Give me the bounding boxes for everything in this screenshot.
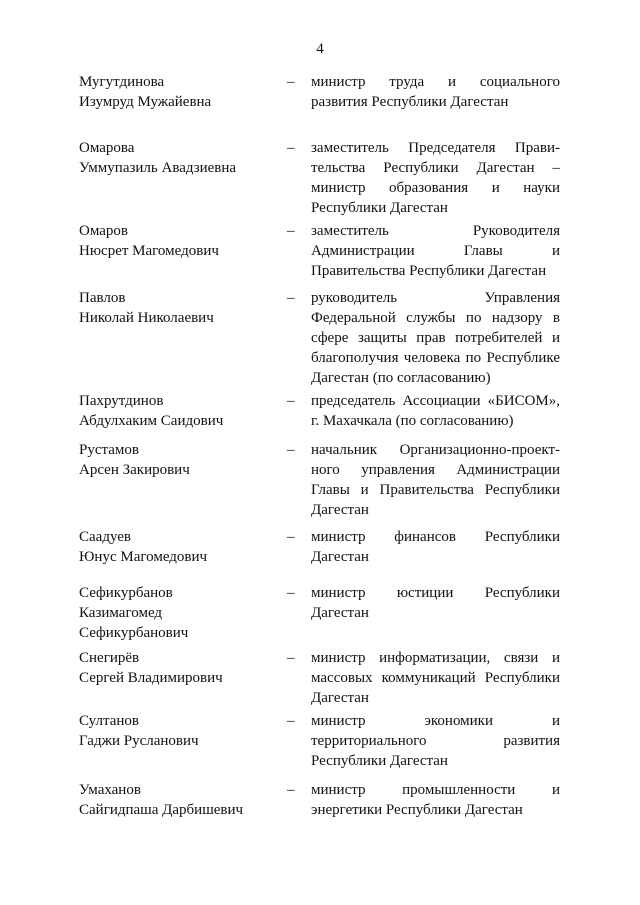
member-name-line: Нюсрет Магомедович [79,243,219,259]
member-position [311,648,560,708]
member-name-line: Юнус Магомедович [79,549,208,565]
member-position-line: Республики Дагестан [311,753,448,769]
member-position [311,527,560,567]
member-position-line: энергетики Республики Дагестан [311,802,523,818]
member-name [79,288,279,328]
member-entry [0,780,640,860]
member-position-line: благополучия человека по Республике [311,350,560,366]
member-name-line: Рустамов [79,442,139,458]
member-position [311,780,560,820]
member-entry [0,288,640,386]
dash-separator: – [287,650,295,666]
member-entry [0,440,640,520]
member-position-line: Республики Дагестан [311,200,448,216]
member-position-line: заместитель Руководителя [311,223,560,239]
dash-separator: – [287,442,295,458]
member-name-line: Павлов [79,290,126,306]
member-position-line: сфере защиты прав потребителей и [311,330,560,346]
member-entry [0,138,640,218]
member-name-line: Уммупазиль Авадзиевна [79,160,237,176]
dash-separator: – [287,585,295,601]
member-name-line: Сергей Владимирович [79,670,223,686]
member-name-line: Сефикурбанов [79,585,173,601]
member-name-line: Арсен Закирович [79,462,190,478]
member-position-line: председатель Ассоциации «БИСОМ», [311,393,560,409]
member-position-line: Главы и Правительства Республики [311,482,560,498]
member-name-line: Саадуев [79,529,131,545]
member-position-line: Дагестан [311,605,369,621]
member-entry [0,711,640,791]
member-position [311,288,560,388]
member-position [311,583,560,623]
dash-separator: – [287,140,295,156]
member-position-line: Дагестан [311,690,369,706]
member-name-line: Гаджи Русланович [79,733,199,749]
member-name [79,391,279,431]
member-name-line: Абдулхаким Саидович [79,413,224,429]
member-name [79,138,279,178]
member-position-line: министр экономики и [311,713,560,729]
member-position-line: заместитель Председателя Прави- [311,140,560,156]
member-position-line: Дагестан [311,549,369,565]
member-name-line: Омаров [79,223,128,239]
member-position-line: министр юстиции Республики [311,585,560,601]
member-position [311,72,560,112]
member-name-line: Омарова [79,140,135,156]
member-name-line: Умаханов [79,782,141,798]
member-name [79,711,279,751]
dash-separator: – [287,713,295,729]
member-name [79,527,279,567]
member-name-line: Николай Николаевич [79,310,214,326]
member-name-line: Изумруд Мужайевна [79,94,212,110]
member-position-line: г. Махачкала (по согласованию) [311,413,514,429]
member-name-line: Мугутдинова [79,74,165,90]
member-name-line: Султанов [79,713,139,729]
member-name [79,780,279,820]
dash-separator: – [287,223,295,239]
dash-separator: – [287,782,295,798]
member-position [311,440,560,520]
member-name-line: Сайгидпаша Дарбишевич [79,802,244,818]
page-number: 4 [316,41,324,57]
member-position-line: ного управления Администрации [311,462,560,478]
member-position-line: Федеральной службы по надзору в [311,310,560,326]
dash-separator: – [287,290,295,306]
member-position-line: министр труда и социального [311,74,560,90]
member-name-line: Снегирёв [79,650,140,666]
member-position-line: развития Республики Дагестан [311,94,509,110]
member-name-line: Казимагомед [79,605,163,621]
member-name [79,72,279,112]
member-position-line: территориального развития [311,733,560,749]
member-position-line: Дагестан [311,502,369,518]
member-position-line: министр промышленности и [311,782,560,798]
member-position [311,138,560,218]
member-position [311,711,560,771]
member-position [311,221,560,281]
member-position-line: министр образования и науки [311,180,560,196]
dash-separator: – [287,529,295,545]
member-name [79,583,279,643]
member-position-line: Дагестан (по согласованию) [311,370,491,386]
member-position [311,391,560,431]
member-name [79,648,279,688]
member-position-line: министр финансов Республики [311,529,560,545]
member-position-line: массовых коммуникаций Республики [311,670,560,686]
member-position-line: министр информатизации, связи и [311,650,560,666]
dash-separator: – [287,393,295,409]
member-position-line: тельства Республики Дагестан – [311,160,560,176]
member-name [79,440,279,480]
member-name-line: Сефикурбанович [79,625,189,641]
dash-separator: – [287,74,295,90]
member-position-line: Правительства Республики Дагестан [311,263,547,279]
member-name-line: Пахрутдинов [79,393,164,409]
member-position-line: Администрации Главы и [311,243,560,259]
member-name [79,221,279,261]
member-position-line: руководитель Управления [311,290,560,306]
member-position-line: начальник Организационно-проект- [311,442,560,458]
